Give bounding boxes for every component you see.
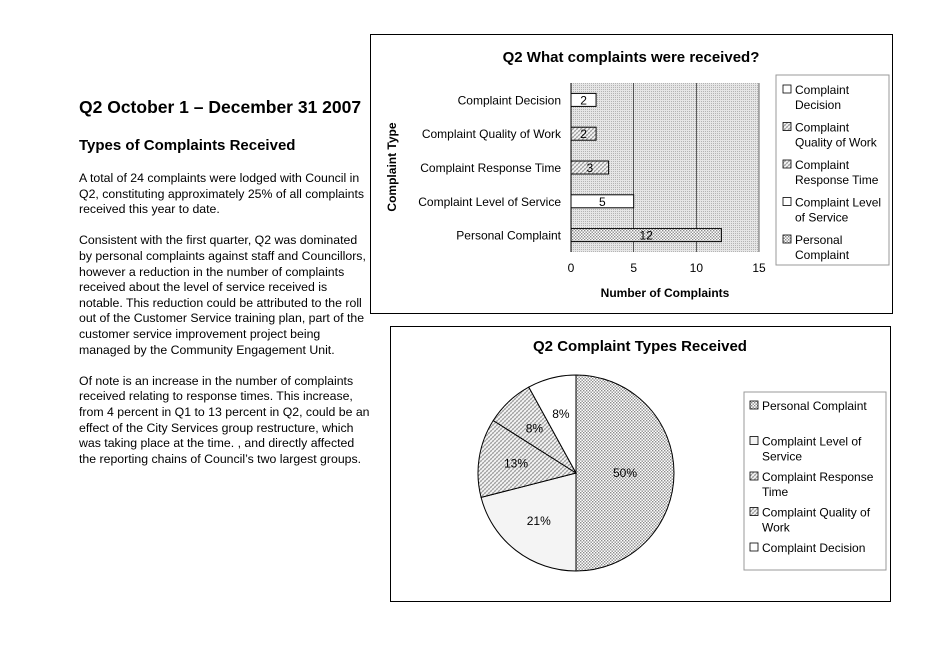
bar-value-label: 2 xyxy=(580,93,587,108)
paragraph-response-times: Of note is an increase in the number of complaints received relating to response times. This increase, from 4 percent in Q1 to 13 percent in Q2, could be an effect of the City Services group restructure, which was taking place at the time. , and directly affected the reporting chains of Council’s two largest groups. xyxy=(79,373,370,466)
pie-legend-label-line: Work xyxy=(762,520,790,535)
bar-category-label: Complaint Decision xyxy=(457,93,561,108)
bar-legend-label-line: Decision xyxy=(795,98,842,112)
pie-legend-label-line: Complaint Decision xyxy=(762,541,866,555)
bar-x-tick-label: 15 xyxy=(752,261,766,275)
bar-category-label: Personal Complaint xyxy=(456,228,561,243)
bar-category-label: Complaint Quality of Work xyxy=(421,127,561,142)
document-text-column xyxy=(79,96,371,467)
pie-legend xyxy=(744,392,886,570)
pie-chart-frame xyxy=(390,326,891,602)
bar-value-label: 2 xyxy=(580,127,587,142)
bar-legend-label xyxy=(795,233,850,262)
bar-value-label: 12 xyxy=(639,228,653,243)
bar-legend-label-line: Complaint xyxy=(795,248,850,262)
pie-legend-label-line: Personal Complaint xyxy=(762,399,867,413)
bar-chart-title: Q2 What complaints were received? xyxy=(502,49,760,66)
bar-x-tick-label: 10 xyxy=(689,261,704,275)
pie-legend-item xyxy=(750,541,865,555)
pie-slice-label: 13% xyxy=(503,456,529,471)
bar-legend-label-line: Quality of Work xyxy=(795,135,877,150)
pie-slice-label: 8% xyxy=(525,421,544,436)
pie-legend-label-line: Complaint Quality of xyxy=(762,505,871,520)
bar-x-tick-label: 0 xyxy=(567,261,575,275)
pie-legend-label-line: Time xyxy=(762,485,789,499)
pie-legend-swatch xyxy=(750,543,758,551)
bar-legend-label-line: Response Time xyxy=(795,173,879,187)
bar-legend-swatch xyxy=(783,198,791,206)
paragraph-personal-complaints: Consistent with the first quarter, Q2 was dominated by personal complaints against staff and Councillors, however a reduction in the number of complaints received about the level of service received is notable. This reduction could be attributed to the roll out of the Customer Service training plan, part of the customer service improvement project being managed by the Community Engagement Unit. xyxy=(79,233,366,357)
bar-legend-swatch xyxy=(783,160,791,168)
pie-chart-title: Q2 Complaint Types Received xyxy=(533,338,747,355)
bar-legend-label-line: of Service xyxy=(795,210,849,225)
pie-legend-label-line: Complaint Response xyxy=(762,470,874,484)
pie-legend-label xyxy=(762,399,867,413)
pie-slice-label: 8% xyxy=(552,407,570,422)
bar-category-label: Complaint Response Time xyxy=(420,161,561,175)
bar-value-label: 5 xyxy=(598,194,606,209)
pie-chart xyxy=(391,327,890,601)
pie-legend-swatch xyxy=(750,437,758,445)
pie-legend-label xyxy=(762,541,865,555)
bar-legend-label-line: Complaint xyxy=(795,83,850,97)
pie-legend-swatch xyxy=(750,508,758,516)
pie-legend-swatch xyxy=(750,401,758,409)
bar-legend-swatch xyxy=(783,123,791,131)
pie-legend-label-line: Complaint Level of xyxy=(762,434,862,449)
bar-value-label: 3 xyxy=(586,161,594,175)
bar-category-label: Complaint Level of Service xyxy=(418,194,561,209)
bar-y-axis-title: Complaint Type xyxy=(385,122,399,212)
bar-legend-label-line: Complaint xyxy=(795,158,850,172)
bar-legend-label-line: Complaint Level xyxy=(795,195,882,210)
bar-legend-label-line: Personal xyxy=(795,233,843,247)
pie-legend-swatch xyxy=(750,472,758,480)
pie-legend-label-line: Service xyxy=(762,449,803,464)
pie-slice-label: 21% xyxy=(526,514,551,529)
bar-x-axis-title: Number of Complaints xyxy=(600,286,730,300)
document-subtitle: Types of Complaints Received xyxy=(79,137,296,154)
bar-legend xyxy=(776,75,889,265)
pie-legend-item xyxy=(750,399,867,413)
paragraph-total-complaints: A total of 24 complaints were lodged with Council in Q2, constituting approximately 25% of all complaints received this year to date. xyxy=(79,171,365,217)
pie-slice-label: 50% xyxy=(612,466,638,480)
bar-chart xyxy=(371,35,892,313)
bar-chart-frame xyxy=(370,34,893,314)
bar-legend-swatch xyxy=(783,85,791,93)
bar-legend-swatch xyxy=(783,235,791,243)
document-title: Q2 October 1 – December 31 2007 xyxy=(79,97,362,117)
bar-legend-label-line: Complaint xyxy=(795,120,850,135)
bar-x-tick-label: 5 xyxy=(630,261,638,275)
